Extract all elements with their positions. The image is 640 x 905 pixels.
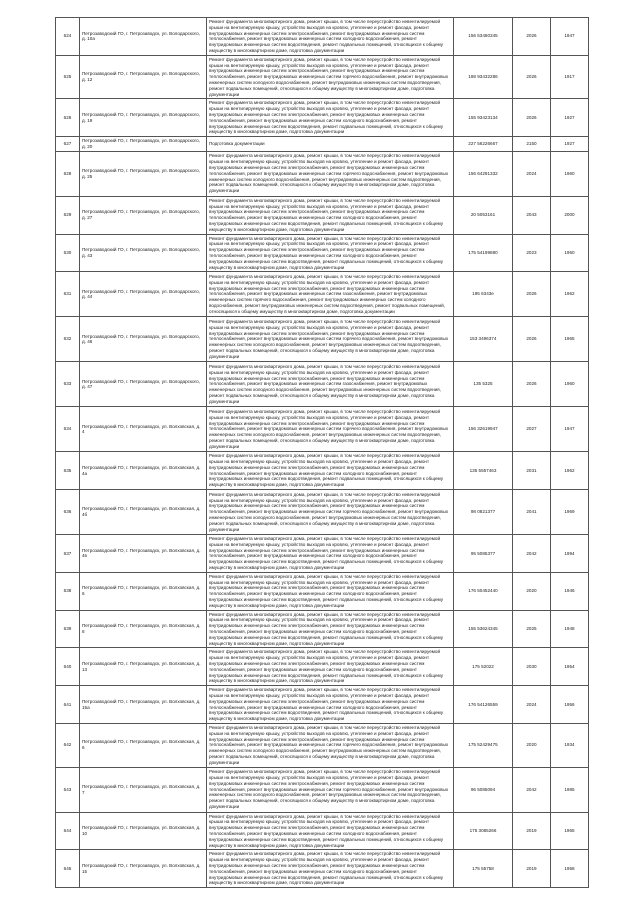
build-year-cell: 1934 xyxy=(551,723,589,767)
build-year-cell: 1927 xyxy=(551,99,589,137)
work-types-cell: Ремонт фундамента многоквартирного дома, ремонт крыши, в том числе переустройство невентилируемой крыши на вентилируемую крышу, устройство выходов на кровлю, утепление и ремонт фасада, ремонт внутридомовых инженерных систем электроснабжения, ремонт внутридомовых инженерных систем теплоснабжения, ремонт внутридомовых инженерных систем холодного водоснабжения, ремонт внутридомовых инженерных систем водоотведения, ремонт подвальных помещений, относящихся к общему имуществу в многоквартирном доме, подготовка документации xyxy=(207,850,454,888)
work-types-cell: Ремонт фундамента многоквартирного дома, ремонт крыши, в том числе переустройство невентилируемой крыши на вентилируемую крышу, устройство выходов на кровлю, утепление и ремонт фасада, ремонт внутридомовых инженерных систем электроснабжения, ремонт внутридомовых инженерных систем теплоснабжения, ремонт внутридомовых инженерных систем газоснабжения, ремонт внутридомовых инженерных систем холодного водоснабжения, ремонт внутридомовых инженерных систем водоотведения, ремонт подвальных помещений, относящихся к общему имуществу в многоквартирном доме, подготовка документации xyxy=(207,362,454,407)
cost-cell: 96 5085094 xyxy=(454,767,513,812)
planned-year-cell: 2150 xyxy=(513,137,551,152)
row-number-cell: 633 xyxy=(56,362,80,407)
address-cell: Петрозаводский ГО, г. Петрозаводск, ул. Володарского, д. 19 xyxy=(80,99,207,137)
build-year-cell: 1947 xyxy=(551,18,589,56)
planned-year-cell: 2026 xyxy=(513,18,551,56)
work-types-cell: Подготовка документации xyxy=(207,137,454,152)
address-cell: Петрозаводский ГО, г. Петрозаводск, ул. Волховская, д. 8 xyxy=(80,610,207,648)
planned-year-cell: 2041 xyxy=(513,490,551,535)
address-cell: Петрозаводский ГО, г. Петрозаводск, ул. Волховская, д. 13 xyxy=(80,648,207,686)
build-year-cell: 1985 xyxy=(551,767,589,812)
address-cell: Петрозаводский ГО, г. Петрозаводск, ул. Волховская, д. 4б xyxy=(80,490,207,535)
build-year-cell: 1958 xyxy=(551,850,589,888)
address-cell: Петрозаводский ГО, г. Петрозаводск, ул. Волховская, д. 6 xyxy=(80,572,207,610)
row-number-cell: 624 xyxy=(56,18,80,56)
cost-cell: 153 3496374 xyxy=(454,317,513,362)
repair-program-table xyxy=(55,17,589,888)
planned-year-cell: 2026 xyxy=(513,272,551,317)
address-cell: Петрозаводский ГО, г. Петрозаводск, ул. Володарского, д. 20 xyxy=(80,137,207,152)
cost-cell: 176 50452440 xyxy=(454,572,513,610)
cost-cell: 20 5053161 xyxy=(454,196,513,234)
row-number-cell: 630 xyxy=(56,234,80,272)
cost-cell: 135 5557463 xyxy=(454,452,513,490)
table-row xyxy=(56,317,589,362)
cost-cell: 155 93423134 xyxy=(454,99,513,137)
cost-cell: 195 6343е xyxy=(454,272,513,317)
planned-year-cell: 2020 xyxy=(513,572,551,610)
address-cell: Петрозаводский ГО, г. Петрозаводск, ул. Волховская, д. 7 xyxy=(80,767,207,812)
work-types-cell: Ремонт фундамента многоквартирного дома, ремонт крыши, в том числе переустройство невентилируемой крыши на вентилируемую крышу, устройство выходов на кровлю, утепление и ремонт фасада, ремонт внутридомовых инженерных систем электроснабжения, ремонт внутридомовых инженерных систем теплоснабжения, ремонт внутридомовых инженерных систем холодного водоснабжения, ремонт внутридомовых инженерных систем водоотведения, ремонт подвальных помещений, относящихся к общему имуществу в многоквартирном доме, подготовка документации xyxy=(207,452,454,490)
planned-year-cell: 2030 xyxy=(513,648,551,686)
build-year-cell: 1960 xyxy=(551,234,589,272)
row-number-cell: 627 xyxy=(56,137,80,152)
table-row xyxy=(56,55,589,99)
planned-year-cell: 2026 xyxy=(513,99,551,137)
row-number-cell: 626 xyxy=(56,99,80,137)
build-year-cell: 1917 xyxy=(551,55,589,99)
address-cell: Петрозаводский ГО, г. Петрозаводск, ул. Волховская, д. 15а xyxy=(80,686,207,724)
address-cell: Петрозаводский ГО, г. Петрозаводск, ул. Волховская, д. 6 xyxy=(80,723,207,767)
planned-year-cell: 2026 xyxy=(513,55,551,99)
planned-year-cell: 2026 xyxy=(513,362,551,407)
build-year-cell: 1969 xyxy=(551,490,589,535)
work-types-cell: Ремонт фундамента многоквартирного дома, ремонт крыши, в том числе переустройство невентилируемой крыши на вентилируемую крышу, устройство выходов на кровлю, утепление и ремонт фасада, ремонт внутридомовых инженерных систем электроснабжения, ремонт внутридомовых инженерных систем теплоснабжения, ремонт внутридомовых инженерных систем горячего водоснабжения, ремонт внутридомовых инженерных систем холодного водоснабжения, ремонт внутридомовых инженерных систем водоотведения, ремонт подвальных помещений, относящихся к общему имуществу в многоквартирном доме, подготовка документации xyxy=(207,317,454,362)
work-types-cell: Ремонт фундамента многоквартирного дома, ремонт крыши, в том числе переустройство невентилируемой крыши на вентилируемую крышу, устройство выходов на кровлю, утепление и ремонт фасада, ремонт внутридомовых инженерных систем электроснабжения, ремонт внутридомовых инженерных систем теплоснабжения, ремонт внутридомовых инженерных систем горячего водоснабжения, ремонт внутридомовых инженерных систем холодного водоснабжения, ремонт внутридомовых инженерных систем водоотведения, ремонт подвальных помещений, относящихся к общему имуществу в многоквартирном доме, подготовка документации xyxy=(207,55,454,99)
planned-year-cell: 2042 xyxy=(513,767,551,812)
table-row xyxy=(56,18,589,56)
row-number-cell: 642 xyxy=(56,723,80,767)
row-number-cell: 634 xyxy=(56,407,80,452)
work-types-cell: Ремонт фундамента многоквартирного дома, ремонт крыши, в том числе переустройство невентилируемой крыши на вентилируемую крышу, устройство выходов на кровлю, утепление и ремонт фасада, ремонт внутридомовых инженерных систем электроснабжения, ремонт внутридомовых инженерных систем теплоснабжения, ремонт внутридомовых инженерных систем холодного водоснабжения, ремонт внутридомовых инженерных систем водоотведения, ремонт подвальных помещений, относящихся к общему имуществу в многоквартирном доме, подготовка документации xyxy=(207,535,454,573)
address-cell: Петрозаводский ГО, г. Петрозаводск, ул. Володарского, д. 44 xyxy=(80,272,207,317)
planned-year-cell: 2020 xyxy=(513,723,551,767)
build-year-cell: 1960 xyxy=(551,151,589,196)
table-row xyxy=(56,535,589,573)
table-row xyxy=(56,850,589,888)
row-number-cell: 631 xyxy=(56,272,80,317)
row-number-cell: 637 xyxy=(56,535,80,573)
cost-cell: 95 5085377 xyxy=(454,535,513,573)
table-row xyxy=(56,272,589,317)
planned-year-cell: 2025 xyxy=(513,610,551,648)
work-types-cell: Ремонт фундамента многоквартирного дома, ремонт крыши, в том числе переустройство невентилируемой крыши на вентилируемую крышу, устройство выходов на кровлю, утепление и ремонт фасада, ремонт внутридомовых инженерных систем электроснабжения, ремонт внутридомовых инженерных систем теплоснабжения, ремонт внутридомовых инженерных систем горячего водоснабжения, ремонт внутридомовых инженерных систем холодного водоснабжения, ремонт внутридомовых инженерных систем водоотведения, ремонт подвальных помещений, относящихся к общему имуществу в многоквартирном доме, подготовка документации xyxy=(207,407,454,452)
row-number-cell: 643 xyxy=(56,767,80,812)
table-row xyxy=(56,812,589,850)
planned-year-cell: 2027 xyxy=(513,407,551,452)
address-cell: Петрозаводский ГО, г. Петрозаводск, ул. Володарского, д. 25 xyxy=(80,151,207,196)
work-types-cell: Ремонт фундамента многоквартирного дома, ремонт крыши, в том числе переустройство невентилируемой крыши на вентилируемую крышу, устройство выходов на кровлю, утепление и ремонт фасада, ремонт внутридомовых инженерных систем электроснабжения, ремонт внутридомовых инженерных систем теплоснабжения, ремонт внутридомовых инженерных систем холодного водоснабжения, ремонт внутридомовых инженерных систем водоотведения, ремонт подвальных помещений, относящихся к общему имуществу в многоквартирном доме, подготовка документации xyxy=(207,18,454,56)
cost-cell: 176 54126559 xyxy=(454,686,513,724)
table-row xyxy=(56,196,589,234)
cost-cell: 188 93432286 xyxy=(454,55,513,99)
table-body xyxy=(56,18,589,888)
cost-cell: 175 52429475 xyxy=(454,723,513,767)
work-types-cell: Ремонт фундамента многоквартирного дома, ремонт крыши, в том числе переустройство невентилируемой крыши на вентилируемую крышу, устройство выходов на кровлю, утепление и ремонт фасада, ремонт внутридомовых инженерных систем электроснабжения, ремонт внутридомовых инженерных систем теплоснабжения, ремонт внутридомовых инженерных систем горячего водоснабжения, ремонт внутридомовых инженерных систем холодного водоснабжения, ремонт внутридомовых инженерных систем водоотведения, ремонт подвальных помещений, относящихся к общему имуществу в многоквартирном доме, подготовка документации xyxy=(207,723,454,767)
build-year-cell: 1947 xyxy=(551,407,589,452)
row-number-cell: 629 xyxy=(56,196,80,234)
cost-cell: 135 5325 xyxy=(454,362,513,407)
row-number-cell: 644 xyxy=(56,812,80,850)
planned-year-cell: 2031 xyxy=(513,452,551,490)
row-number-cell: 636 xyxy=(56,490,80,535)
build-year-cell: 1927 xyxy=(551,137,589,152)
cost-cell: 175 54199880 xyxy=(454,234,513,272)
planned-year-cell: 2026 xyxy=(513,317,551,362)
table-row xyxy=(56,686,589,724)
planned-year-cell: 2024 xyxy=(513,151,551,196)
table-row xyxy=(56,767,589,812)
build-year-cell: 1954 xyxy=(551,648,589,686)
address-cell: Петрозаводский ГО, г. Петрозаводск, ул. Володарского, д. 46 xyxy=(80,317,207,362)
work-types-cell: Ремонт фундамента многоквартирного дома, ремонт крыши, в том числе переустройство невентилируемой крыши на вентилируемую крышу, устройство выходов на кровлю, утепление и ремонт фасада, ремонт внутридомовых инженерных систем электроснабжения, ремонт внутридомовых инженерных систем теплоснабжения, ремонт внутридомовых инженерных систем холодного водоснабжения, ремонт внутридомовых инженерных систем водоотведения, ремонт подвальных помещений, относящихся к общему имуществу в многоквартирном доме, подготовка документации xyxy=(207,812,454,850)
cost-cell: 155 53624345 xyxy=(454,610,513,648)
build-year-cell: 2000 xyxy=(551,196,589,234)
build-year-cell: 1994 xyxy=(551,535,589,573)
row-number-cell: 639 xyxy=(56,610,80,648)
work-types-cell: Ремонт фундамента многоквартирного дома, ремонт крыши, в том числе переустройство невентилируемой крыши на вентилируемую крышу, устройство выходов на кровлю, утепление и ремонт фасада, ремонт внутридомовых инженерных систем электроснабжения, ремонт внутридомовых инженерных систем теплоснабжения, ремонт внутридомовых инженерных систем холодного водоснабжения, ремонт внутридомовых инженерных систем водоотведения, ремонт подвальных помещений, относящихся к общему имуществу в многоквартирном доме, подготовка документации xyxy=(207,610,454,648)
table-row xyxy=(56,362,589,407)
table-row xyxy=(56,490,589,535)
build-year-cell: 1965 xyxy=(551,812,589,850)
table-row xyxy=(56,452,589,490)
planned-year-cell: 2042 xyxy=(513,535,551,573)
planned-year-cell: 2024 xyxy=(513,686,551,724)
cost-cell: 156 64291332 xyxy=(454,151,513,196)
table-row xyxy=(56,572,589,610)
planned-year-cell: 2019 xyxy=(513,850,551,888)
work-types-cell: Ремонт фундамента многоквартирного дома, ремонт крыши, в том числе переустройство невентилируемой крыши на вентилируемую крышу, устройство выходов на кровлю, утепление и ремонт фасада, ремонт внутридомовых инженерных систем электроснабжения, ремонт внутридомовых инженерных систем теплоснабжения, ремонт внутридомовых инженерных систем холодного водоснабжения, ремонт внутридомовых инженерных систем водоотведения, ремонт подвальных помещений, относящихся к общему имуществу в многоквартирном доме, подготовка документации xyxy=(207,686,454,724)
row-number-cell: 638 xyxy=(56,572,80,610)
table-row xyxy=(56,99,589,137)
address-cell: Петрозаводский ГО, г. Петрозаводск, ул. Волховская, д. 4 xyxy=(80,407,207,452)
table-row xyxy=(56,151,589,196)
row-number-cell: 641 xyxy=(56,686,80,724)
planned-year-cell: 2043 xyxy=(513,196,551,234)
row-number-cell: 635 xyxy=(56,452,80,490)
build-year-cell: 1948 xyxy=(551,610,589,648)
table-row xyxy=(56,648,589,686)
work-types-cell: Ремонт фундамента многоквартирного дома, ремонт крыши, в том числе переустройство невентилируемой крыши на вентилируемую крышу, устройство выходов на кровлю, утепление и ремонт фасада, ремонт внутридомовых инженерных систем электроснабжения, ремонт внутридомовых инженерных систем теплоснабжения, ремонт внутридомовых инженерных систем холодного водоснабжения, ремонт внутридомовых инженерных систем водоотведения, ремонт подвальных помещений, относящихся к общему имуществу в многоквартирном доме, подготовка документации xyxy=(207,234,454,272)
address-cell: Петрозаводский ГО, г. Петрозаводск, ул. Володарского, д. 10а xyxy=(80,18,207,56)
address-cell: Петрозаводский ГО, г. Петрозаводск, ул. Володарского, д. 27 xyxy=(80,196,207,234)
work-types-cell: Ремонт фундамента многоквартирного дома, ремонт крыши, в том числе переустройство невентилируемой крыши на вентилируемую крышу, устройство выходов на кровлю, утепление и ремонт фасада, ремонт внутридомовых инженерных систем электроснабжения, ремонт внутридомовых инженерных систем теплоснабжения, ремонт внутридомовых инженерных систем газоснабжения, ремонт внутридомовых инженерных систем горячего водоснабжения, ремонт внутридомовых инженерных систем холодного водоснабжения, ремонт внутридомовых инженерных систем водоотведения, ремонт подвальных помещений, относящихся к общему имуществу в многоквартирном доме, подготовка документации xyxy=(207,272,454,317)
address-cell: Петрозаводский ГО, г. Петрозаводск, ул. Волховская, д. 15 xyxy=(80,850,207,888)
planned-year-cell: 2023 xyxy=(513,234,551,272)
work-types-cell: Ремонт фундамента многоквартирного дома, ремонт крыши, в том числе переустройство невентилируемой крыши на вентилируемую крышу, устройство выходов на кровлю, утепление и ремонт фасада, ремонт внутридомовых инженерных систем электроснабжения, ремонт внутридомовых инженерных систем теплоснабжения, ремонт внутридомовых инженерных систем горячего водоснабжения, ремонт внутридомовых инженерных систем холодного водоснабжения, ремонт внутридомовых инженерных систем водоотведения, ремонт подвальных помещений, относящихся к общему имуществу в многоквартирном доме, подготовка документации xyxy=(207,767,454,812)
planned-year-cell: 2019 xyxy=(513,812,551,850)
address-cell: Петрозаводский ГО, г. Петрозаводск, ул. Волховская, д. 4в xyxy=(80,535,207,573)
work-types-cell: Ремонт фундамента многоквартирного дома, ремонт крыши, в том числе переустройство невентилируемой крыши на вентилируемую крышу, устройство выходов на кровлю, утепление и ремонт фасада, ремонт внутридомовых инженерных систем электроснабжения, ремонт внутридомовых инженерных систем теплоснабжения, ремонт внутридомовых инженерных систем холодного водоснабжения, ремонт внутридомовых инженерных систем водоотведения, ремонт подвальных помещений, относящихся к общему имуществу в многоквартирном доме, подготовка документации xyxy=(207,572,454,610)
address-cell: Петрозаводский ГО, г. Петрозаводск, ул. Володарского, д. 12 xyxy=(80,55,207,99)
table-row xyxy=(56,407,589,452)
cost-cell: 175 3085266 xyxy=(454,812,513,850)
row-number-cell: 645 xyxy=(56,850,80,888)
row-number-cell: 632 xyxy=(56,317,80,362)
build-year-cell: 1962 xyxy=(551,272,589,317)
build-year-cell: 1962 xyxy=(551,452,589,490)
address-cell: Петрозаводский ГО, г. Петрозаводск, ул. Володарского, д. 47 xyxy=(80,362,207,407)
work-types-cell: Ремонт фундамента многоквартирного дома, ремонт крыши, в том числе переустройство невентилируемой крыши на вентилируемую крышу, устройство выходов на кровлю, утепление и ремонт фасада, ремонт внутридомовых инженерных систем электроснабжения, ремонт внутридомовых инженерных систем теплоснабжения, ремонт внутридомовых инженерных систем горячего водоснабжения, ремонт внутридомовых инженерных систем холодного водоснабжения, ремонт внутридомовых инженерных систем водоотведения, ремонт подвальных помещений, относящихся к общему имуществу в многоквартирном доме, подготовка документации xyxy=(207,151,454,196)
row-number-cell: 625 xyxy=(56,55,80,99)
cost-cell: 98 0821377 xyxy=(454,490,513,535)
build-year-cell: 1946 xyxy=(551,572,589,610)
build-year-cell: 1965 xyxy=(551,317,589,362)
table-row xyxy=(56,723,589,767)
address-cell: Петрозаводский ГО, г. Петрозаводск, ул. Волховская, д. 4а xyxy=(80,452,207,490)
cost-cell: 175 55758 xyxy=(454,850,513,888)
work-types-cell: Ремонт фундамента многоквартирного дома, ремонт крыши, в том числе переустройство невентилируемой крыши на вентилируемую крышу, устройство выходов на кровлю, утепление и ремонт фасада, ремонт внутридомовых инженерных систем электроснабжения, ремонт внутридомовых инженерных систем теплоснабжения, ремонт внутридомовых инженерных систем холодного водоснабжения, ремонт внутридомовых инженерных систем водоотведения, ремонт подвальных помещений, относящихся к общему имуществу в многоквартирном доме, подготовка документации xyxy=(207,648,454,686)
cost-cell: 175 52022 xyxy=(454,648,513,686)
address-cell: Петрозаводский ГО, г. Петрозаводск, ул. Володарского, д. 43 xyxy=(80,234,207,272)
table-row xyxy=(56,234,589,272)
work-types-cell: Ремонт фундамента многоквартирного дома, ремонт крыши, в том числе переустройство невентилируемой крыши на вентилируемую крышу, устройство выходов на кровлю, утепление и ремонт фасада, ремонт внутридомовых инженерных систем электроснабжения, ремонт внутридомовых инженерных систем теплоснабжения, ремонт внутридомовых инженерных систем горячего водоснабжения, ремонт внутридомовых инженерных систем холодного водоснабжения, ремонт внутридомовых инженерных систем водоотведения, ремонт подвальных помещений, относящихся к общему имуществу в многоквартирном доме, подготовка документации xyxy=(207,490,454,535)
row-number-cell: 628 xyxy=(56,151,80,196)
cost-cell: 156 32619947 xyxy=(454,407,513,452)
work-types-cell: Ремонт фундамента многоквартирного дома, ремонт крыши, в том числе переустройство невентилируемой крыши на вентилируемую крышу, устройство выходов на кровлю, утепление и ремонт фасада, ремонт внутридомовых инженерных систем электроснабжения, ремонт внутридомовых инженерных систем теплоснабжения, ремонт внутридомовых инженерных систем холодного водоснабжения, ремонт внутридомовых инженерных систем водоотведения, ремонт подвальных помещений, относящихся к общему имуществу в многоквартирном доме, подготовка документации xyxy=(207,196,454,234)
table-row xyxy=(56,610,589,648)
document-page xyxy=(55,17,588,888)
table-row xyxy=(56,137,589,152)
row-number-cell: 640 xyxy=(56,648,80,686)
work-types-cell: Ремонт фундамента многоквартирного дома, ремонт крыши, в том числе переустройство невентилируемой крыши на вентилируемую крышу, устройство выходов на кровлю, утепление и ремонт фасада, ремонт внутридомовых инженерных систем электроснабжения, ремонт внутридомовых инженерных систем теплоснабжения, ремонт внутридомовых инженерных систем холодного водоснабжения, ремонт внутридомовых инженерных систем водоотведения, ремонт подвальных помещений, относящихся к общему имуществу в многоквартирном доме, подготовка документации xyxy=(207,99,454,137)
build-year-cell: 1956 xyxy=(551,686,589,724)
cost-cell: 227 56226667 xyxy=(454,137,513,152)
cost-cell: 156 53460345 xyxy=(454,18,513,56)
address-cell: Петрозаводский ГО, г. Петрозаводск, ул. Волховская, д. 10 xyxy=(80,812,207,850)
build-year-cell: 1960 xyxy=(551,362,589,407)
